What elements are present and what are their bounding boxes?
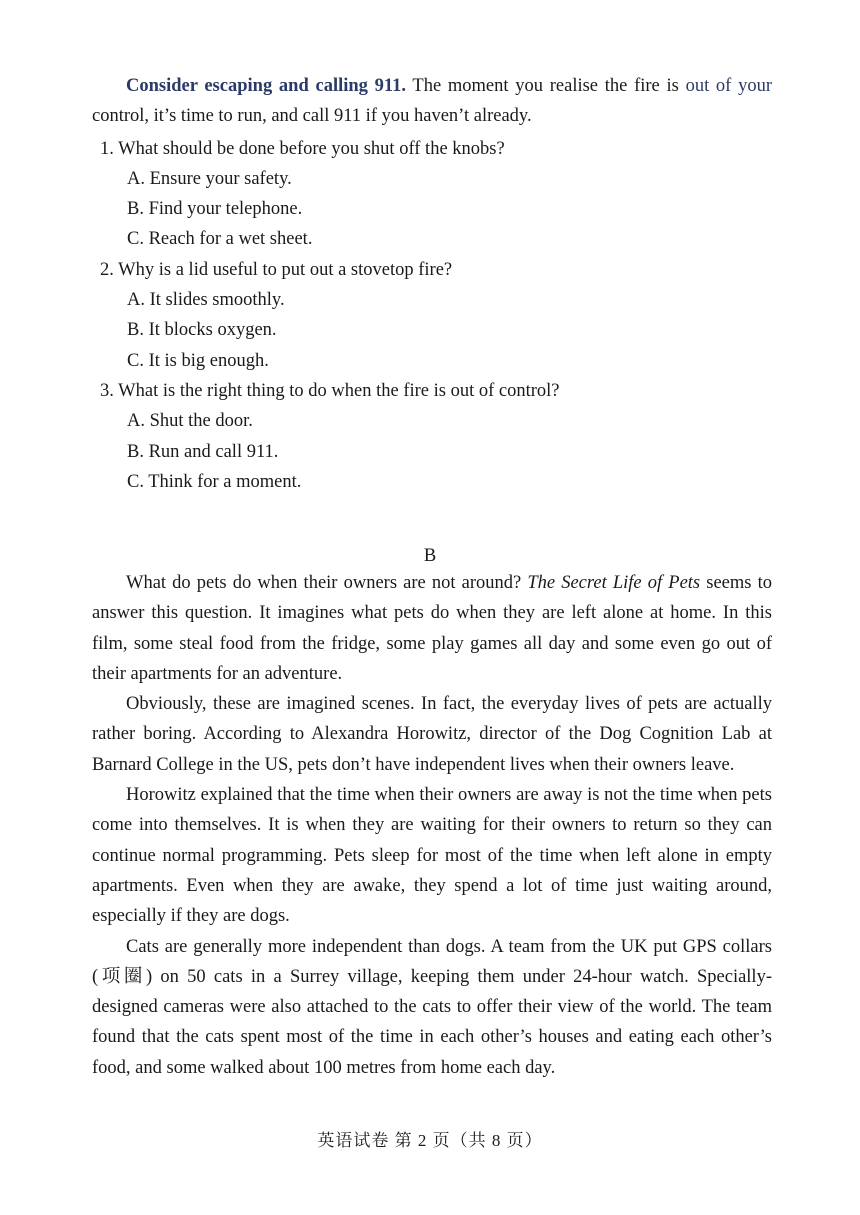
section-b-letter: B	[423, 546, 437, 566]
tip-heading: Consider escaping and calling 911.	[126, 76, 406, 96]
question-3-option-a: A. Shut the door.	[127, 411, 253, 432]
passage-paragraph-2: Obviously, these are imagined scenes. In fact, the everyday lives of pets are actually rather boring. According to Alexandra Horowitz, director of the Dog Cognition Lab at Barnard College in the US, pets don’t have independent lives when their owners leave.	[92, 694, 772, 775]
question-2-option-b: B. It blocks oxygen.	[127, 320, 277, 341]
section-a	[92, 71, 772, 497]
passage-paragraph-1	[92, 568, 772, 689]
question-1-option-b: B. Find your telephone.	[127, 199, 303, 220]
p1-text-after: seems to answer this question. It imagines what pets do when they are left alone at home. In this film, some steal food from the fridge, some play games all day and some even go out of their apartments for an adventure.	[92, 573, 772, 684]
tip-text-after: control, it’s time to run, and call 911 if you haven’t already.	[92, 106, 532, 127]
question-2: 2. Why is a lid useful to put out a stovetop fire?	[100, 259, 453, 280]
page-footer: 英语试卷 第 2 页（共 8 页）	[317, 1131, 543, 1150]
question-3-option-c: C. Think for a moment.	[127, 471, 302, 492]
question-list	[92, 134, 772, 498]
tip-paragraph	[92, 71, 772, 132]
passage-paragraph-4: Cats are generally more independent than dogs. A team from the UK put GPS collars (项圈) on 50 cats in a Surrey village, keeping them under 24-hour watch. Specially-designed cameras were also attached to the cats to offer their view of the world. The team found that the cats spent most of the time in each other’s houses and eating each other’s food, and some walked about 100 metres from home each day.	[92, 936, 772, 1078]
question-1-option-c: C. Reach for a wet sheet.	[127, 229, 313, 250]
p1-text-before: What do pets do when their owners are not around?	[126, 573, 528, 593]
tip-text-before: The moment you realise the fire is	[406, 76, 686, 96]
passage-paragraph-3: Horowitz explained that the time when their owners are away is not the time when pets come into themselves. It is when they are waiting for their owners to return so they can continue normal programming. Pets sleep for most of the time when left alone in empty apartments. Even when they are awake, they spend a lot of time just waiting around, especially if they are dogs.	[92, 785, 772, 927]
tip-text-accent: out of your	[685, 76, 772, 96]
question-1-option-a: A. Ensure your safety.	[127, 168, 292, 189]
question-2-option-c: C. It is big enough.	[127, 350, 269, 371]
film-title: The Secret Life of Pets	[527, 573, 701, 593]
question-1: 1. What should be done before you shut off the knobs?	[100, 138, 505, 159]
question-2-option-a: A. It slides smoothly.	[127, 290, 285, 311]
section-b-passage	[92, 568, 772, 1083]
question-3-option-b: B. Run and call 911.	[127, 441, 279, 462]
question-3: 3. What is the right thing to do when the fire is out of control?	[100, 380, 560, 401]
